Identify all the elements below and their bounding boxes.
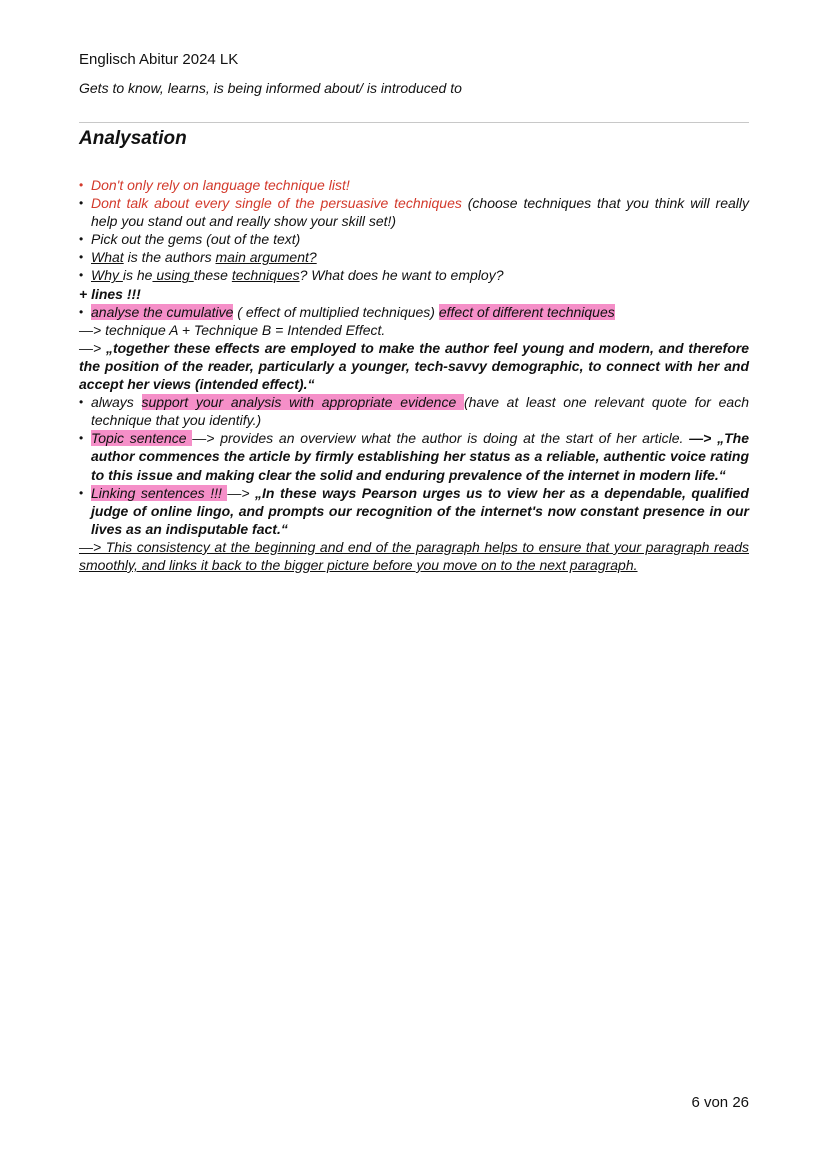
bullet-icon: •: [79, 268, 84, 283]
list-item: • Dont talk about every single of the persuasive techniques (choose techniques that you think will really help you stand out and really show your skill set!): [79, 195, 749, 230]
list-item: • Pick out the gems (out of the text): [79, 231, 301, 248]
example-quote: —> „together these effects are employed to make the author feel young and modern, and therefore the position of the reader, particularly a younger, tech-savvy demographic, to connect with her and accept her views (intended effect).“: [79, 339, 749, 393]
page-number: 6 von 26: [691, 1094, 749, 1111]
notes-content: [79, 176, 749, 574]
document-subtitle: Gets to know, learns, is being informed about/ is introduced to: [79, 80, 462, 96]
list-item: • analyse the cumulative ( effect of multiplied techniques) effect of different techniques: [79, 303, 615, 320]
bullet-icon: •: [79, 431, 84, 446]
lines-note: + lines !!!: [79, 285, 141, 302]
list-item: • Topic sentence —> provides an overview what the author is doing at the start of her article. —> „The author commences the article by firmly establishing her status as a reliable, authentic voice rating to this issue and making clear the solid and enduring prevalence of the internet in modern life.“: [79, 430, 749, 483]
bullet-icon: •: [79, 395, 84, 410]
list-item: • always support your analysis with appropriate evidence (have at least one relevant quote for each technique that you identify.): [79, 394, 749, 429]
bullet-icon: •: [79, 196, 84, 211]
document-title: Englisch Abitur 2024 LK: [79, 51, 239, 68]
bullet-icon: •: [79, 485, 84, 500]
header-divider: [79, 122, 749, 123]
list-item: • Why is he using these techniques? What does he want to employ?: [79, 267, 504, 284]
bullet-icon: •: [79, 178, 84, 192]
formula-line: —> technique A + Technique B = Intended Effect.: [79, 321, 386, 338]
list-item: • Don't only rely on language technique list!: [79, 177, 350, 193]
bullet-icon: •: [79, 250, 84, 265]
list-item: • What is the authors main argument?: [79, 249, 317, 266]
section-title: Analysation: [79, 128, 187, 149]
list-item: • Linking sentences !!! —> „In these ways Pearson urges us to view her as a dependable, qualified judge of online lingo, and prompts our recognition of the internet's now constant presence in our lives as an indisputable fact.“: [79, 484, 749, 537]
bullet-icon: •: [79, 232, 84, 247]
bullet-icon: •: [79, 304, 84, 319]
closing-note: —> This consistency at the beginning and end of the paragraph helps to ensure that your paragraph reads smoothly, and links it back to the bigger picture before you move on to the next paragraph.: [79, 538, 749, 573]
